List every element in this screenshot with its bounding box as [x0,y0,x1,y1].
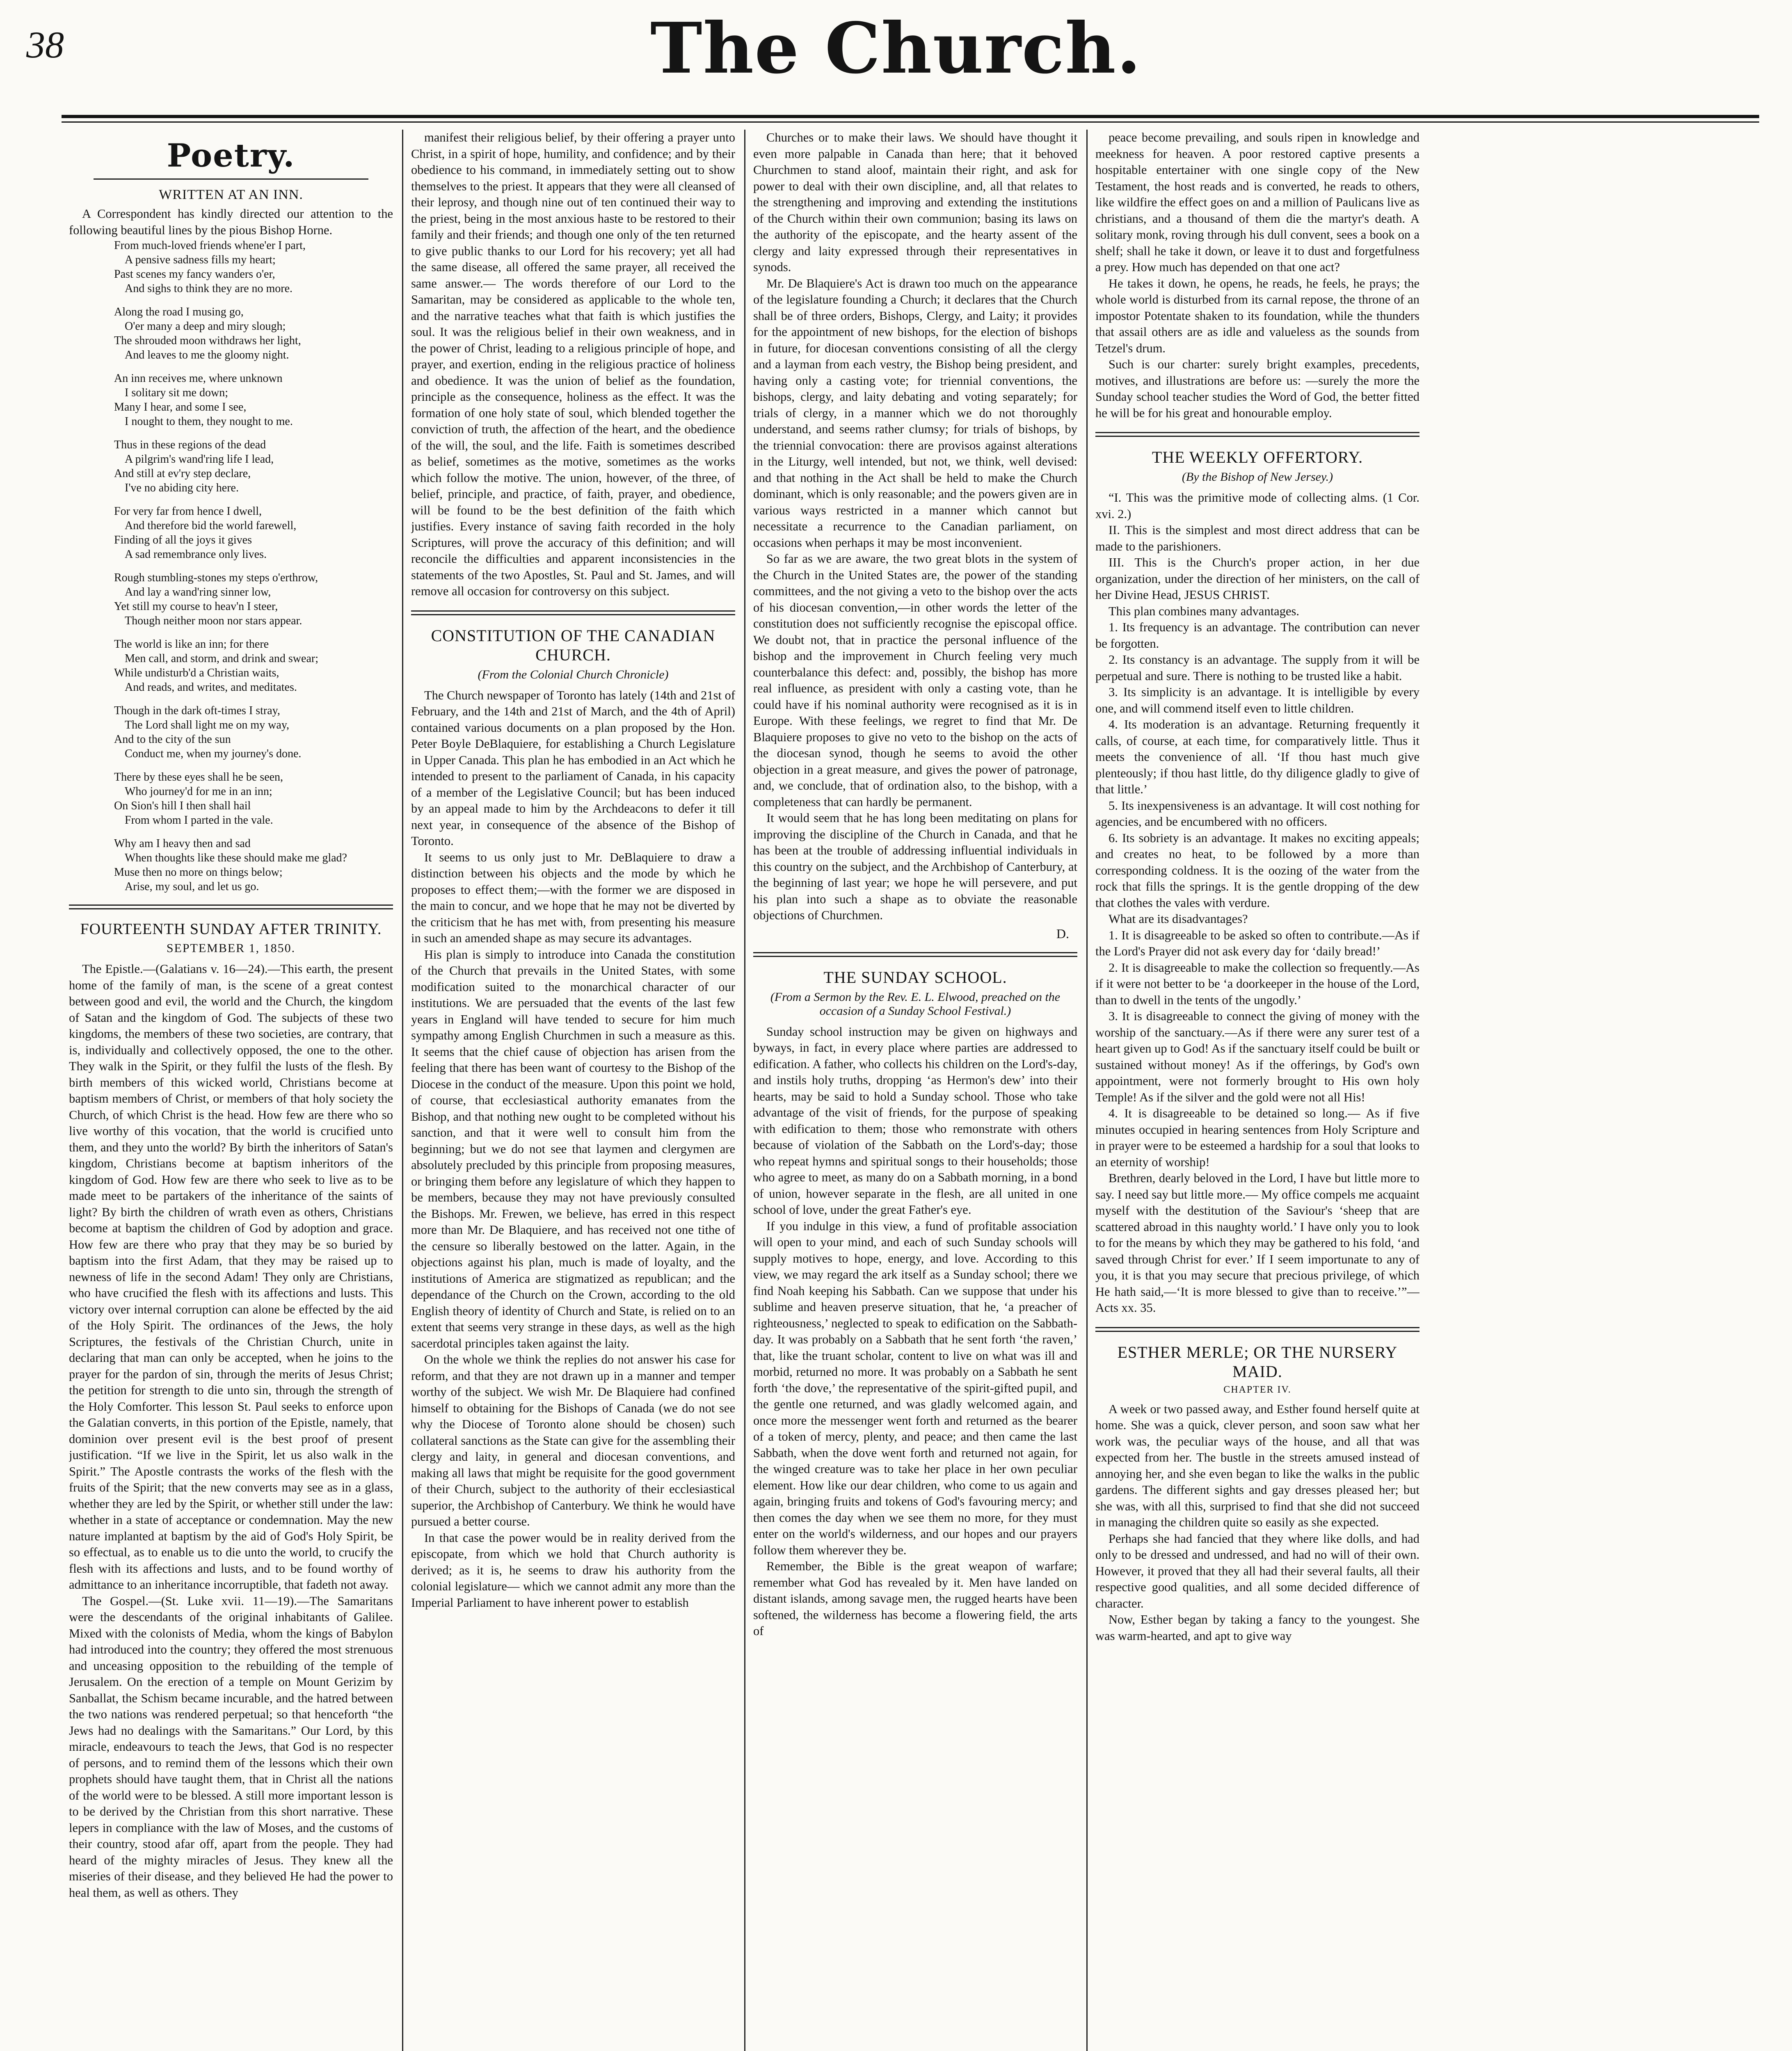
story-paragraphs [1095,1401,1419,1644]
paragraph: The Gospel.—(St. Luke xvii. 11—19).—The Samaritans were the descendants of the original inhabitants of Galilee. Mixed with the colonists of Media, whom the kings of Babylon had introduced into the country; they offered the most strenuous and unceasing opposition to the rebuilding of the temple of Jerusalem. On the erection of a temple on Mount Gerizim by Sanballat, the Schism became incurable, and the hatred between the two nations was rendered perpetual; so that henceforth “the Jews had no dealings with the Samaritans.” Our Lord, by this miracle, endeavours to teach the Jews, that God is no respecter of persons, and to remind them of the lessons which their own prophets should have taught them, that in Christ all the nations of the world were to be blessed. A still more important lesson is to be derived by the Christian from this short narrative. These lepers in compliance with the law of Moses, and the customs of their country, stood afar off, apart from the people. They had heard of the mighty miracles of Jesus. They knew all the miseries of their disease, and they believed He had the power to heal them, as well as others. They [69,1594,393,1900]
poem-line: Muse then no more on things below; [114,866,283,879]
offertory-item: 2. It is disagreeable to make the collection so frequently.—As if it were not better to be ‘a doorkeeper in the house of the Lord, than to dwell in the tents of the ungodly.’ [1095,960,1419,1007]
sunday-school-title: THE SUNDAY SCHOOL. [823,968,1007,987]
offertory-item: This plan combines many advantages. [1109,604,1300,618]
sermon-date: SEPTEMBER 1, 1850. [166,941,296,955]
poem-line: A pilgrim's wand'ring life I lead, [125,453,274,466]
poem-line: And therefore bid the world farewell, [125,519,297,532]
offertory-items [1095,490,1419,1316]
paragraph: Sunday school instruction may be given on highways and byways, in fact, in every place where parties are addressed to edification. A father, who collects his children on the Lord's-day, and instils holy truths, dropping ‘as Hermon's dew’ into their hearts, may be said to hold a Sunday school. Those who take advantage of the visit of friends, for the purpose of speaking with edification to them; those who remonstrate with others because of violation of the Sabbath on the Lord's-day; those who repeat hymns and spiritual songs to their households; those who agree to meet, as many do on a Sabbath morning, in a bond of union, however separate in the flesh, are all united in one school of love, under the great Father's eye. [753,1024,1077,1217]
poem-stanza [114,504,393,562]
paragraph: His plan is simply to introduce into Canada the constitution of the Church that prevails in the United States, with some modification suited to the monarchical character of our institutions. We are persuaded that the events of the last few years in England will have tended to secure for him much sympathy among English Churchmen in such a measure as this. It seems that the chief cause of objection has arisen from the feeling that there has been want of courtesy to the Bishop of the Diocese in the conduct of the measure. Upon this point we hold, of course, that ecclesiastical authority emanates from the Bishop, and that nothing new ought to be completed without his sanction, and that it were well to consult him from the beginning; but we do not see that laymen and clergymen are absolutely precluded by this principle from proposing measures, or bringing them before any legislature of which they happen to be members, because they may not have previously consulted the Bishops. Mr. Frewen, we believe, has erred in this respect more than Mr. De Blaquiere, and has received not one tithe of the censure so liberally bestowed on the latter. Again, in the objections against his plan, much is made of loyalty, and the institutions of America are stigmatized as republican; and the dependance of the Church on the Crown, according to the old English theory of identity of Church and State, is relied on to an extent that seems very strange in these days, as well as the high sacerdotal principles taken against the laity. [411,947,735,1350]
offertory-item: 1. It is disagreeable to be asked so often to contribute.—As if the Lord's Prayer did not ask every day for ‘daily bread!’ [1095,928,1419,958]
poem-stanzas [69,238,393,894]
divider [69,904,393,909]
poem-stanza [114,836,393,894]
offertory-item: Brethren, dearly beloved in the Lord, I have but little more to say. I need say but little more.— My office compels me acquaint myself with the destitution of the Saviour's ‘sheep that are scattered abroad in this naughty world.’ I have only you to look to for the means by which they may be gathered to his fold, ‘and saved through Christ for ever.’ If I seem importunate to any of you, it is that you may secure that precious privilege, of which He hath said,—‘It is more blessed to give than to receive.’”—Acts xx. 35. [1095,1171,1419,1315]
poem-line: The world is like an inn; for there [114,638,269,651]
poem-line: And to the city of the sun [114,733,231,746]
poem-line: And lay a wand'ring sinner low, [125,586,271,598]
offertory-title: THE WEEKLY OFFERTORY. [1152,448,1363,466]
poem-line: On Sion's hill I then shall hail [114,799,251,812]
paragraph: Remember, the Bible is the great weapon of warfare; remember what God has revealed by it. Men have landed on distant islands, among savage men, the rugged hearts have been softened, the wilderness has become a flowering field, the arts of [753,1559,1077,1638]
poem-line: I've no abiding city here. [125,482,239,494]
offertory-item: 1. Its frequency is an advantage. The contribution can never be forgotten. [1095,620,1419,651]
offertory-item: 4. It is disagreeable to be detained so long.— As if five minutes occupied in hearing sentences from Holy Scripture and in prayer were to be esteemed a hardship for a soul that looks to an eternity of worship! [1095,1106,1419,1169]
col2-paragraphs [411,687,735,1611]
story-chapter: CHAPTER IV. [1223,1384,1291,1395]
offertory-item: 2. Its constancy is an advantage. The supply from it will be perpetual and sure. There is nothing to be trusted like a habit. [1095,653,1419,683]
poem-line: From whom I parted in the vale. [125,814,273,827]
poem-title: WRITTEN AT AN INN. [159,187,303,202]
poem-line: Though neither moon nor stars appear. [125,614,302,627]
masthead-rule-thin [62,121,1759,123]
offertory-item: III. This is the Church's proper action, in her due organization, under the direction of her ministers, on the call of her Divine Head, JESUS CHRIST. [1095,555,1419,602]
paragraph: Mr. De Blaquiere's Act is drawn too much on the appearance of the legislature founding a Church; it declares that the Church shall be of three orders, Bishops, Clergy, and Laity; it provides for the appointment of new bishops, for the election of bishops in future, for diocesan conventions consisting of all the clergy and a layman from each vestry, the Bishop being president, and having only a casting vote; for triennial conventions, the bishops, clergy, and laity debating and voting separately; for trials of clergy, in a manner which we do not thoroughly understand, and seems rather clumsy; for trials of bishops, by the triennial convocation: there are provisos against alterations in the Liturgy, well intended, but not, we think, well devised: and that nothing in the Act shall be held to make the Church dominant, which is only reasonable; and the powers given are in various ways restricted in a manner which cannot but necessitate a recurrence to the Canadian parliament, on occasions when perhaps it may be most inconvenient. [753,276,1077,550]
poem-line: Finding of all the joys it gives [114,534,252,546]
masthead: The Church. [650,7,1142,89]
column-4 [1095,130,1419,2051]
poem-line: For very far from hence I dwell, [114,505,262,518]
column-1 [69,130,393,2051]
poem-line: The Lord shall light me on my way, [125,719,289,731]
sunday-school-paragraphs [753,1024,1077,1640]
poem-stanza [114,238,393,296]
poem-line: From much-loved friends whene'er I part, [114,239,306,252]
offertory-item: “I. This was the primitive mode of collecting alms. (1 Cor. xvi. 2.) [1095,491,1419,521]
poem-line: I nought to them, they nought to me. [125,415,293,428]
poetry-heading: Poetry. [167,137,295,174]
poem-line: The shrouded moon withdraws her light, [114,334,301,347]
poem-stanza [114,438,393,495]
paragraph: It would seem that he has long been meditating on plans for improving the discipline of the Church in Canada, and that he has been at the trouble of addressing influential individuals in this country on the subject, and the Archbishop of Canterbury, at the beginning of last year; we hope he will persevere, and put his plan into such a shape as to obviate the reasonable objections of Churchmen. [753,811,1077,922]
paragraph: If you indulge in this view, a fund of profitable association will open to your mind, and each of such Sunday schools will supply motives to hope, energy, and love. According to this view, we may regard the ark itself as a Sunday school; there we find Noah keeping his Sabbath. Can we suppose that under his sublime and heaven preserve situation, that he, ‘a preacher of righteousness,’ neglected to speak to edification on the Sabbath-day. It was probably on a Sabbath that he sent forth ‘the raven,’ that, like the truant scholar, content to live on what was ill and morbid, returned no more. It was probably on a Sabbath he sent forth ‘the dove,’ the representative of the spirit-gifted pupil, and the gentle one returned, and was gladly welcomed again, and once more the messenger went forth and returned as the bearer of a token of mercy, plenty, and peace; and then came the last Sabbath, when the dove went forth and returned not again, for the winged creature was to take her place in her own peculiar element. How like our dear children, who come to us again and again, bringing fruits and tokens of God's favouring mercy; and then comes the day when we see them no more, for they must enter on the world's wilderness, and our hopes and our prayers follow them wherever they be. [753,1219,1077,1557]
article-subtitle: (From the Colonial Church Chronicle) [478,667,669,681]
poem-stanza [114,305,393,362]
offertory-item: II. This is the simplest and most direct address that can be made to the parishioners. [1095,523,1419,553]
paragraph: Perhaps she had fancied that they where like dolls, and had only to be dressed and undressed, and had no will of their own. However, it proved that they all had their several faults, all their respective good qualities, and all some decided difference of character. [1095,1531,1419,1610]
divider [1095,432,1419,437]
column-2 [411,130,735,2051]
offertory-item: 4. Its moderation is an advantage. Returning frequently it calls, of course, at each time, for comparatively little. Thus it meets the convenience of all. ‘If thou hast much give plenteously; if thou hast little, do thy diligence gladly to give of that little.’ [1095,717,1419,796]
paragraph: A week or two passed away, and Esther found herself quite at home. She was a quick, clever person, and soon saw what her work was, the peculiar ways of the house, and all that was expected from her. The bustle in the streets amused instead of annoying her, and she even began to like the walks in the public gardens. The different sights and gay dresses pleased her; but she was, with all this, surprised to find that she did not succeed in managing the children quite so easily as she expected. [1095,1402,1419,1529]
column-separator [402,130,403,2051]
offertory-item: What are its disadvantages? [1109,912,1248,926]
story-title: ESTHER MERLE; OR THE NURSERY MAID. [1117,1343,1398,1381]
offertory-item: 6. Its sobriety is an advantage. It makes no exciting appeals; and creates no heat, to be followed by a more than corresponding coldness. It is the oozing of the water from the rock that fills the springs. It is the gentle dropping of the dew that clothes the vales with verdure. [1095,831,1419,910]
poem-stanza [114,571,393,628]
columns [69,130,1763,2051]
paragraph: Such is our charter: surely bright examples, precedents, motives, and illustrations are before us: —surely the more the Sunday school teacher studies the Word of God, the better fitted he will be for his great and honourable employ. [1095,357,1419,420]
poem-stanza [114,371,393,429]
paragraph: It seems to us only just to Mr. DeBlaquiere to draw a distinction between his objects and the mode by which he proposes to effect them;—with the former we are disposed in the main to concur, and we hope that he may not be diverted by the criticism that he has met with, from presenting his measure in such an amended shape as may secure its advantages. [411,850,735,945]
col4-top-paragraphs [1095,130,1419,421]
paragraph: On the whole we think the replies do not answer his case for reform, and that they are not drawn up in a manner and temper worthy of the subject. We wish Mr. De Blaquiere had confined himself to obtaining for the Bishops of Canada (we do not see why the Diocese of Toronto alone should be chosen) such collateral sanctions as the State can give for the assembling their clergy and laity, in general and diocesan conventions, and making all laws that might be requisite for the good government of their Church, subject to the authority of their ecclesiastical superior, the Archbishop of Canterbury. We think he would have pursued a better course. [411,1352,735,1528]
page-number: 38 [26,24,64,66]
poem-line: Many I hear, and some I see, [114,401,247,413]
poem-line: Who journey'd for me in an inn; [125,785,272,798]
poem-line: And still at ev'ry step declare, [114,467,251,480]
masthead-rule-thick [62,115,1759,118]
divider [94,178,368,180]
poem-line: I solitary sit me down; [125,386,228,399]
paragraph: So far as we are aware, the two great blots in the system of the Church in the United States are, the power of the standing committees, and the not giving a veto to the bishop over the acts of his diocesan convention,—in other words the letter of the constitution does not sufficiently recognise the episcopal office. We doubt not, that in practice the personal influence of the bishop and the improvement in Church feeling very much counterbalance this defect: and, possibly, the bishop has more real influence, as president with only a casting vote, than he could have if his nominal authority were recognised as it is in Europe. With these feelings, we regret to find that Mr. De Blaquiere proposes to give no veto to the bishop on the acts of the diocesan synod, though he seems to avoid the other objection in a great measure, and gives the power of patronage, and, we conclude, that of ordination also, to the bishop, with a completeness that can hardly be permanent. [753,552,1077,809]
poem-line: While undisturb'd a Christian waits, [114,667,279,679]
poem-line: O'er many a deep and miry slough; [125,320,286,333]
poem-line: Conduct me, when my journey's done. [125,747,302,760]
poem-line: An inn receives me, where unknown [114,372,283,385]
poem-line: Arise, my soul, and let us go. [125,880,259,893]
poem-line: A pensive sadness fills my heart; [125,254,276,266]
column-separator [744,130,745,2051]
poem-line: Past scenes my fancy wanders o'er, [114,268,275,281]
paragraph: manifest their religious belief, by their offering a prayer unto Christ, in a spirit of hope, humility, and confidence; and by their obedience to his command, in immediately setting out to show themselves to the priest. It appears that they were all cleansed of their leprosy, and though nine out of ten continued their way to the priest, being in the most anxious haste to be restored to their family and their friends; and though one only of the ten returned to give public thanks to our Lord for his recovery; yet all had the same disease, all offered the same prayer, all received the same answer.— The words therefore of our Lord to the Samaritan, may be considered as applicable to the whole ten, and the narrative teaches what that faith is which justifies the soul. It was the religious belief in their own weakness, and in the power of Christ, leading to a religious principle of hope, and prayer, and exertion, ending in the religious practice of holiness and obedience. It was the union of belief as the foundation, principle as the consequence, holiness as the effect. It was the formation of one holy state of soul, which blended together the conviction of truth, the affection of the heart, and the obedience of the will, the soul, and the life. Faith is sometimes described as belief, sometimes as the motive, sometimes as the works which follow the motive. The union, however, of the three, of belief, principle, and practice, of faith, prayer, and obedience, will be found to be the best definition of the faith which justifies. Every instance of saving faith recorded in the holy Scriptures, will prove the accuracy of this definition; and will reconcile the difficulties and apparent inconsistencies in the statements of the two Apostles, St. Paul and St. James, and will remove all occasion for controversy on this subject. [411,130,735,598]
poem-line: Men call, and storm, and drink and swear; [125,652,318,665]
paragraph: He takes it down, he opens, he reads, he feels, he prays; the whole world is disturbed from its carnal repose, the throne of an impostor Potentate shaken to its foundation, while the thunders that assail others are as idle and valueless as the sounds from Tetzel's drum. [1095,276,1419,355]
paragraph: The Epistle.—(Galatians v. 16—24).—This earth, the present home of the family of man, is the scene of a great contest between good and evil, the world and the Church, the kingdom of Satan and the kingdom of God. The subjects of these two kingdoms, the members of these two societies, are contrary, that is, individually and collectively opposed, the one to the other. They walk in the Spirit, or they fulfil the lusts of the flesh. By birth members of this wicked world, Christians become at baptism members of Christ, or members of that holy society the Church, of which Christ is the head. How few are there who so live worthy of this vocation, that the world is crucified unto them, and they unto the world? By birth the inheritors of Satan's kingdom, Christians become at baptism inheritors of the kingdom of God. How few are there who seek to live as to be made meet to be partakers of the inheritance of the saints of light? By birth the children of wrath even as others, Christians become at baptism the children of God by adoption and grace. How few are there who pray that they may be so buried by baptism into the first Adam, that they may be raised up to newness of life in the second Adam! They only are Christians, who have crucified the flesh with its affections and lusts. This victory over internal corruption can alone be effected by the aid of the Holy Spirit. The ordinances of the Jews, the holy Scriptures, the festivals of the Christian Church, unite in declaring that man can only be accepted, when he joins to the prayer for the pardon of sin, through the merits of Jesus Christ; the petition for strength to die unto sin, through the strength of the Holy Comforter. This lesson St. Paul seeks to enforce upon the Galatian converts, in this portion of the Epistle, namely, that dominion over present evil is the best proof of present justification. “If we live in the Spirit, let us also walk in the Spirit.” The Apostle contrasts the works of the flesh with the fruits of the Spirit; that the new converts may see as in a glass, whether they are led by the Spirit, or whether still under the law: whether in a state of acceptance or condemnation. May the new nature implanted at baptism by the aid of God's Holy Spirit, be so effectual, as to enable us to die unto the world, to crucify the flesh with its affections and lusts, and to be found worthy of admittance to an inheritance incorruptible, that fadeth not away. [69,962,393,1592]
poem-line: Yet still my course to heav'n I steer, [114,600,278,613]
poem-stanza [114,637,393,694]
col1-paragraphs [69,961,393,1901]
sermon-title: FOURTEENTH SUNDAY AFTER TRINITY. [80,920,382,938]
offertory-item: 3. Its simplicity is an advantage. It is intelligible by every one, and will commend itself even to little children. [1095,685,1419,715]
poem-line: A sad remembrance only lives. [125,548,267,561]
column-3 [753,130,1077,2051]
poem-line: Along the road I musing go, [114,306,244,318]
paragraph: The Church newspaper of Toronto has lately (14th and 21st of February, and the 14th and 21st of March, and the 4th of April) contained various documents on a plan proposed by the Hon. Peter Boyle DeBlaquiere, for establishing a Church Legislature in Upper Canada. This plan he has embodied in an Act which he intended to present to the parliament of Canada, in his capacity of a member of the Legislative Council; but has been induced by an appeal made to him by the Archdeacons to defer it till next year, in consequence of the absence of the Bishop of Toronto. [411,688,735,848]
poem-line: Though in the dark oft-times I stray, [114,704,280,717]
poem-line: And reads, and writes, and meditates. [125,681,297,694]
poem-line: When thoughts like these should make me glad? [125,852,347,864]
col2-top-paragraphs [411,130,735,600]
col3-paragraphs [753,130,1077,924]
poem-line: Thus in these regions of the dead [114,439,266,451]
poem-line: And leaves to me the gloomy night. [125,349,289,361]
offertory-item: 3. It is disagreeable to connect the giving of money with the worship of the sanctuary.—As if there were any surer test of a heart given up to God! As if the sanctuary itself could be built or sustained without money! As if the offerings, by God's own appointment, were not formerly brought to His own holy Temple! As if the silver and the gold were not all His! [1095,1009,1419,1104]
divider [1095,1327,1419,1332]
paragraph: Churches or to make their laws. We should have thought it even more palpable in Canada than here; that it behoved Churchmen to stand aloof, maintain their right, and ask for power to deal with their own discipline, and, all that relates to the strengthening and improving and extending the institutions of the Church within their own communion; basing its laws on the authority of the episcopate, and the hearty assent of the clergy and laity expressed through their representatives in synods. [753,130,1077,274]
divider [411,610,735,615]
divider [753,952,1077,957]
paragraph: peace become prevailing, and souls ripen in knowledge and meekness for heaven. A poor restored captive presents a hospitable entertainer with one single copy of the New Testament, the host reads and is converted, he reads to others, like wildfire the effect goes on and a million of Paulicans live as christians, and a thousand of them die the martyr's death. A solitary monk, roving through his dull convent, sees a book on a shelf; shall he take it down, or leave it to dust and forgetfulness a prey. How much has depended on that one act? [1095,130,1419,274]
sunday-school-subtitle: (From a Sermon by the Rev. E. L. Elwood, preached on the occasion of a Sunday School Festival.) [770,990,1061,1018]
poem-intro: A Correspondent has kindly directed our attention to the following beautiful lines by the pious Bishop Horne. [69,207,393,237]
poem-line: Rough stumbling-stones my steps o'erthrow, [114,571,318,584]
article-title: CONSTITUTION OF THE CANADIAN CHURCH. [431,626,715,664]
article-signature: D. [1056,926,1069,941]
poem-stanza [114,703,393,761]
column-separator [1086,130,1088,2051]
poem-stanza [114,770,393,827]
poem-line: There by these eyes shall he be seen, [114,771,283,783]
offertory-item: 5. Its inexpensiveness is an advantage. It will cost nothing for agencies, and be encumbered with no officers. [1095,798,1419,829]
poem-line: Why am I heavy then and sad [114,837,251,850]
paragraph: Now, Esther began by taking a fancy to the youngest. She was warm-hearted, and apt to give way [1095,1612,1419,1643]
offertory-subtitle: (By the Bishop of New Jersey.) [1182,470,1333,484]
paragraph: In that case the power would be in reality derived from the episcopate, from which we hold that Church authority is derived; as it is, he seems to draw his authority from the colonial legislature— which we cannot admit any more than the Imperial Parliament to have inherent power to establish [411,1530,735,1610]
poem-line: And sighs to think they are no more. [125,282,293,295]
